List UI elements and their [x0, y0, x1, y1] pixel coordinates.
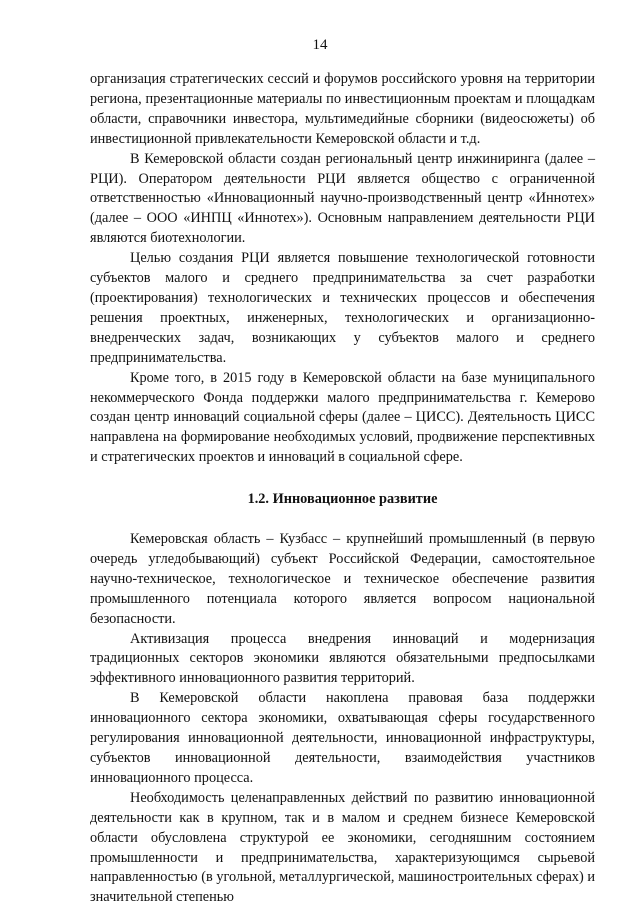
paragraph-social-innovation-center: Кроме того, в 2015 году в Кемеровской области на базе муниципального некоммерческого Фонда поддержки малого предпринимательства г. Кемерово создан центр инноваций социальной сферы (далее – ЦИСС). Деятельность ЦИСС направлена на формирование необходимых условий, продвижение перспективных и стратегических проектов и инноваций в социальной сфере. [90, 369, 595, 466]
paragraph-investment-materials: организация стратегических сессий и форумов российского уровня на территории региона, презентационные материалы по инвестиционным проектам и площадкам области, справочники инвестора, мультимедийные сборники (видеосюжеты) об инвестиционной привлекательности Кемеровской области и т.д. [90, 71, 595, 147]
paragraph-legal-base: В Кемеровской области накоплена правовая база поддержки инновационного сектора экономики, охватывающая сферы государственного регулирования инновационной деятельности, инновационной инфраструктуры, субъектов инновационной деятельности, взаимодействия участников инновационного процесса. [90, 690, 595, 786]
paragraph-necessity: Необходимость целенаправленных действий по развитию инновационной деятельности как в крупном, так и в малом и среднем бизнесе Кемеровской области обусловлена структурой ее экономики, сегодняшним состоянием промышленности и предпринимательства, характеризующимся сырьевой направленностью (в угольной, металлургической, машиностроительных сферах) и значительной степенью [90, 789, 595, 906]
document-body [90, 70, 595, 908]
section-heading: 1.2. Инновационное развитие [247, 491, 438, 508]
page-number: 14 [312, 37, 328, 53]
paragraph-engineering-center: В Кемеровской области создан региональный центр инжиниринга (далее – РЦИ). Оператором деятельности РЦИ является общество с ограниченной ответственностью «Инновационный научно-производственный центр «Иннотех» (далее – ООО «ИНПЦ «Иннотех»). Основным направлением деятельности РЦИ являются биотехнологии. [90, 150, 595, 247]
paragraph-kuzbass-industry: Кемеровская область – Кузбасс – крупнейший промышленный (в первую очередь угледобывающий) субъект Российской Федерации, самостоятельное научно-техническое, технологическое и техническое обеспечение развития промышленного потенциала которого является вопросом национальной безопасности. [90, 531, 595, 627]
paragraph-rci-goal: Целью создания РЦИ является повышение технологической готовности субъектов малого и среднего предпринимательства за счет разработки (проектирования) технологических и технических процессов и обеспечения решения проектных, инженерных, технологических и организационно-внедренческих задач, возникающих у субъектов малого и среднего предпринимательства. [90, 250, 595, 366]
paragraph-innovation-activation: Активизация процесса внедрения инноваций и модернизация традиционных секторов экономики являются обязательными предпосылками эффективного инновационного развития территорий. [90, 630, 595, 687]
